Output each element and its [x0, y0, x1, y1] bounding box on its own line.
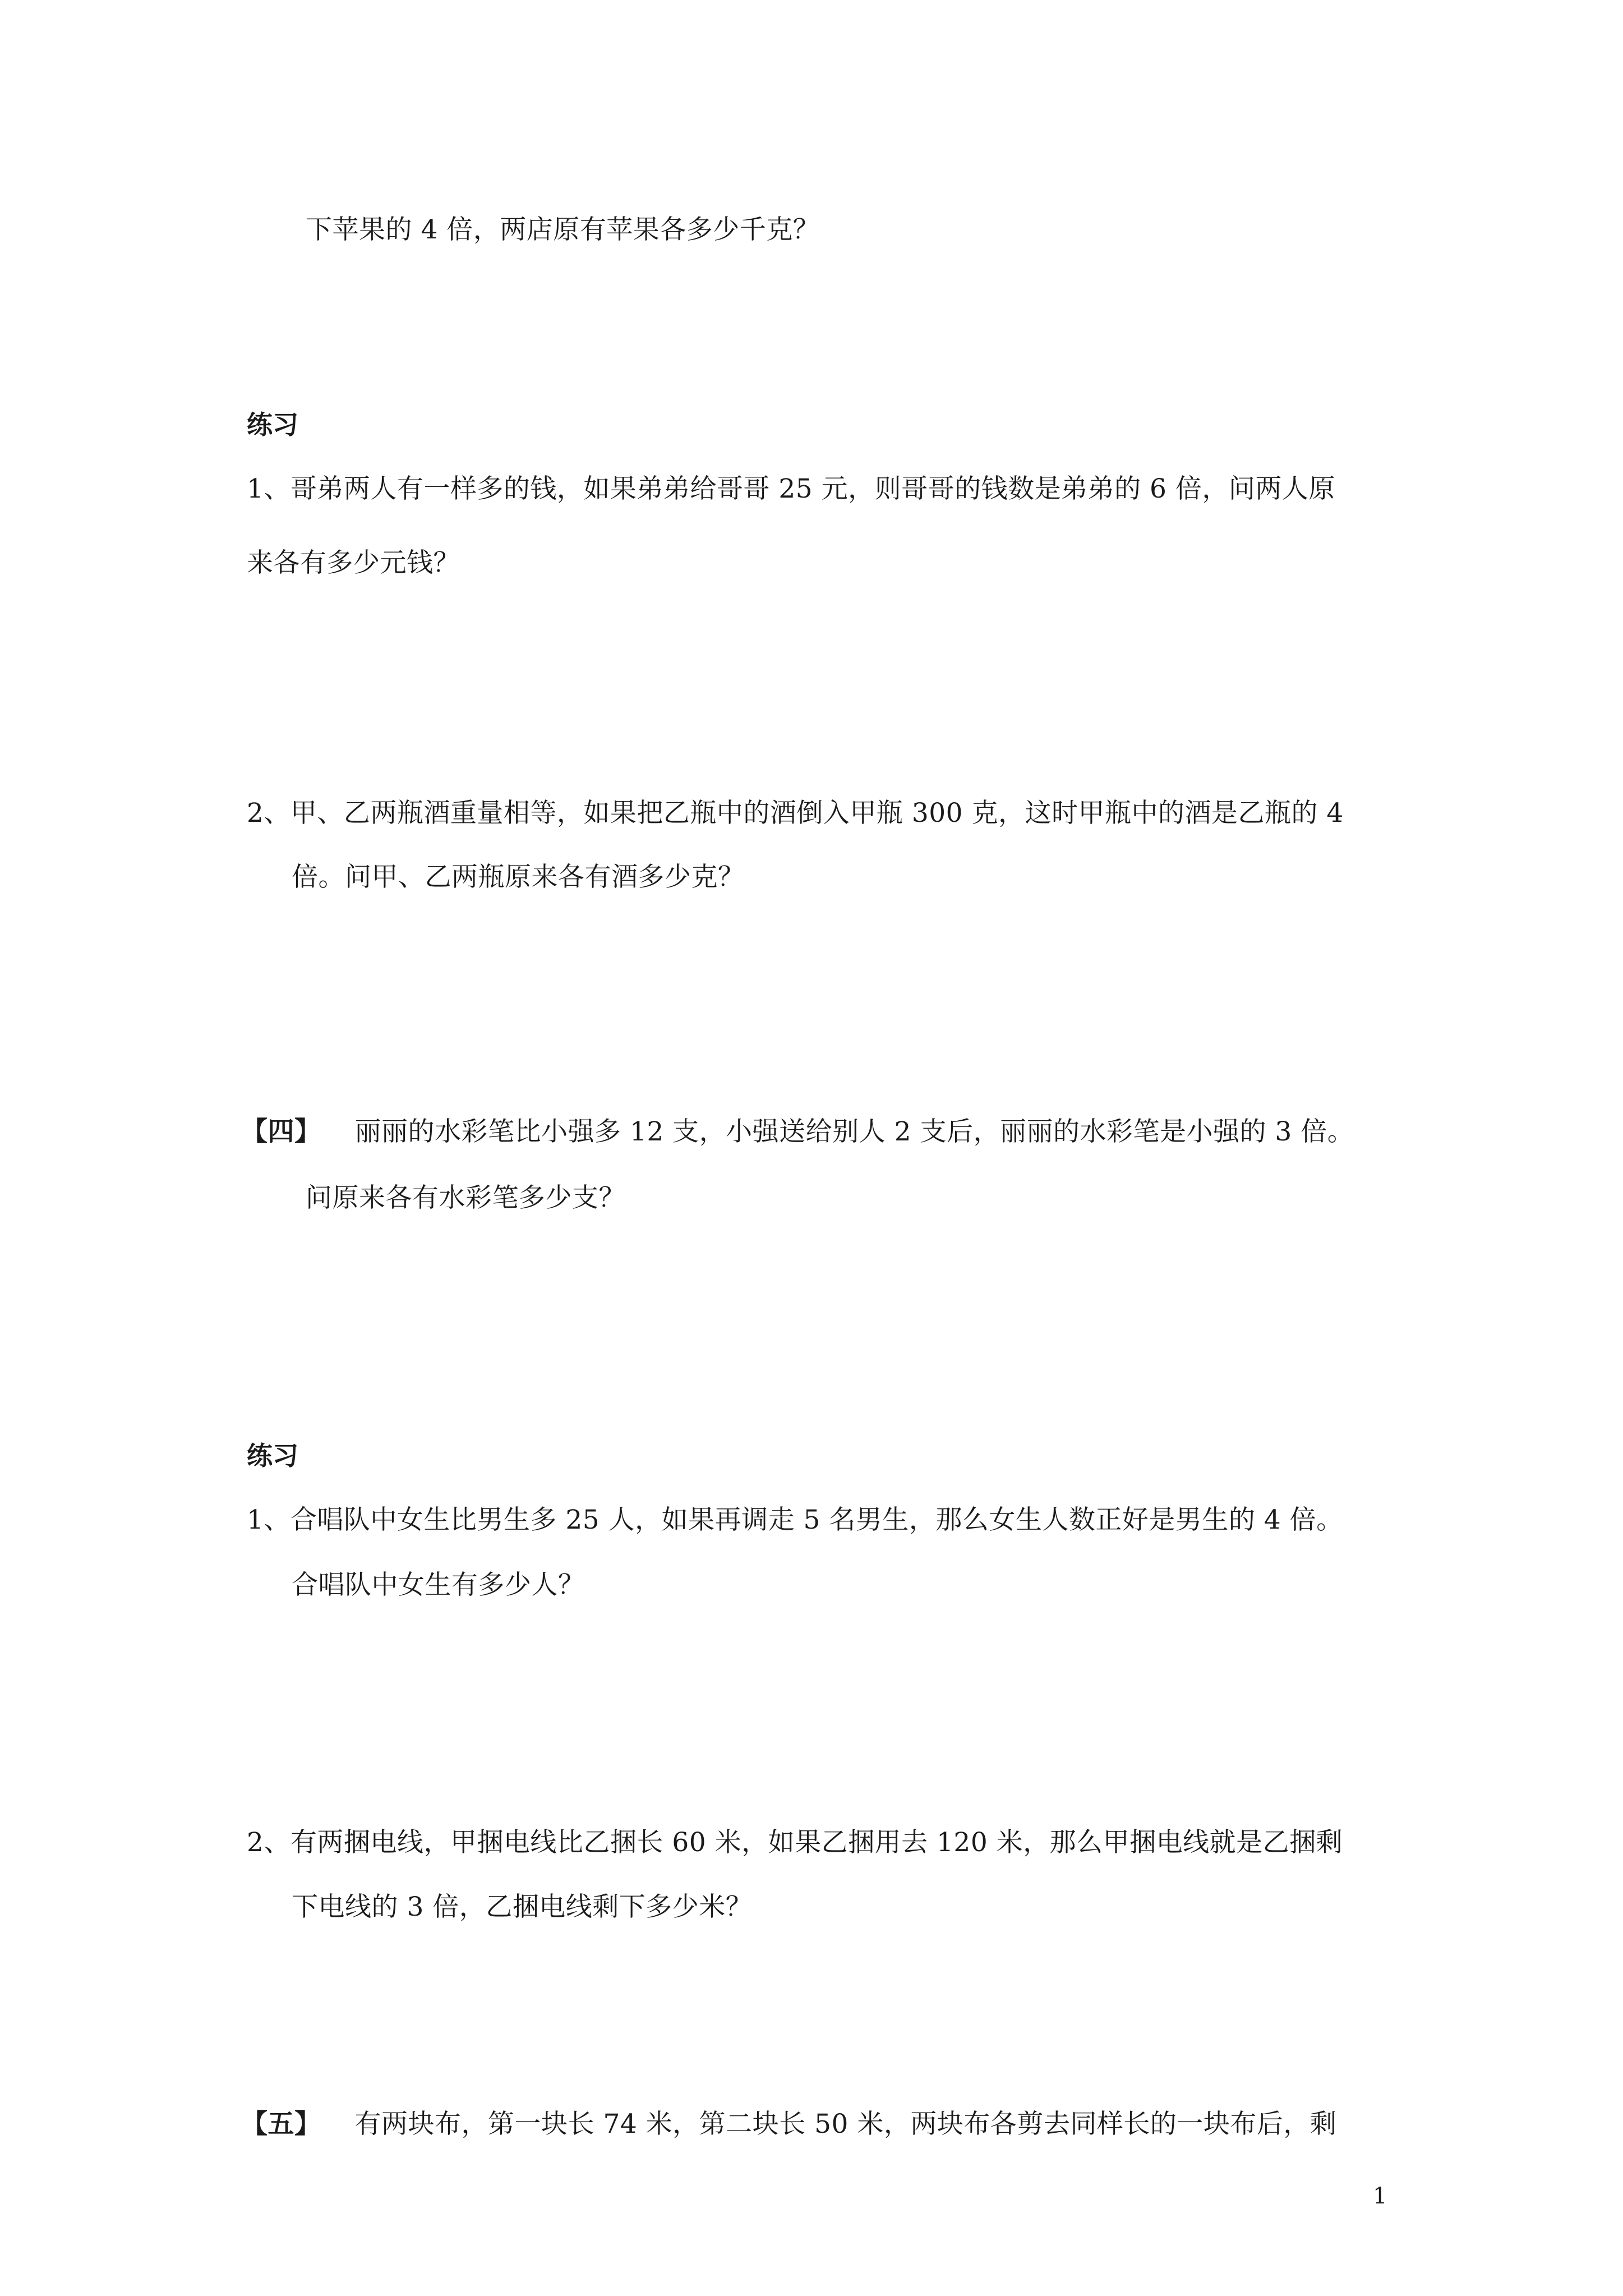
practice-a-q1-line1: 1、哥弟两人有一样多的钱，如果弟弟给哥哥 25 元，则哥哥的钱数是弟弟的 6 倍，问两人原 [247, 473, 1335, 504]
practice-a-q2-line2: 倍。问甲、乙两瓶原来各有酒多少克？ [292, 862, 745, 892]
example-4-text: 丽丽的水彩笔比小强多 12 支，小强送给别人 2 支后，丽丽的水彩笔是小强的 3 倍。 [354, 1116, 1354, 1147]
practice-heading: 练习 [247, 409, 298, 440]
example-4-line1 [241, 1115, 1354, 1149]
continuation-line: 下苹果的 4 倍，两店原有苹果各多少千克？ [306, 214, 820, 245]
practice-a-q1-line2: 来各有多少元钱？ [247, 547, 460, 578]
practice-a-q2-line1: 2、甲、乙两瓶酒重量相等，如果把乙瓶中的酒倒入甲瓶 300 克，这时甲瓶中的酒是乙瓶的 4 [247, 798, 1344, 829]
practice-b-q1-line1: 1、合唱队中女生比男生多 25 人，如果再调走 5 名男生，那么女生人数正好是男生的 4 倍。 [247, 1504, 1343, 1535]
practice-heading-2: 练习 [247, 1441, 298, 1471]
practice-b-q2-line2: 下电线的 3 倍，乙捆电线剩下多少米？ [292, 1892, 753, 1922]
example-4-line2: 问原来各有水彩笔多少支？ [306, 1182, 625, 1213]
practice-b-q2-line1: 2、有两捆电线，甲捆电线比乙捆长 60 米，如果乙捆用去 120 米，那么甲捆电线就是乙捆剩 [247, 1827, 1343, 1858]
page-number: 1 [1373, 2183, 1387, 2209]
example-5-tag: 【五】 [241, 2109, 321, 2139]
example-4-tag: 【四】 [241, 1116, 321, 1147]
example-5-text: 有两块布，第一块长 74 米，第二块长 50 米，两块布各剪去同样长的一块布后，剩 [354, 2109, 1337, 2139]
example-5-line1 [241, 2108, 1336, 2141]
practice-b-q1-line2: 合唱队中女生有多少人？ [292, 1570, 585, 1600]
